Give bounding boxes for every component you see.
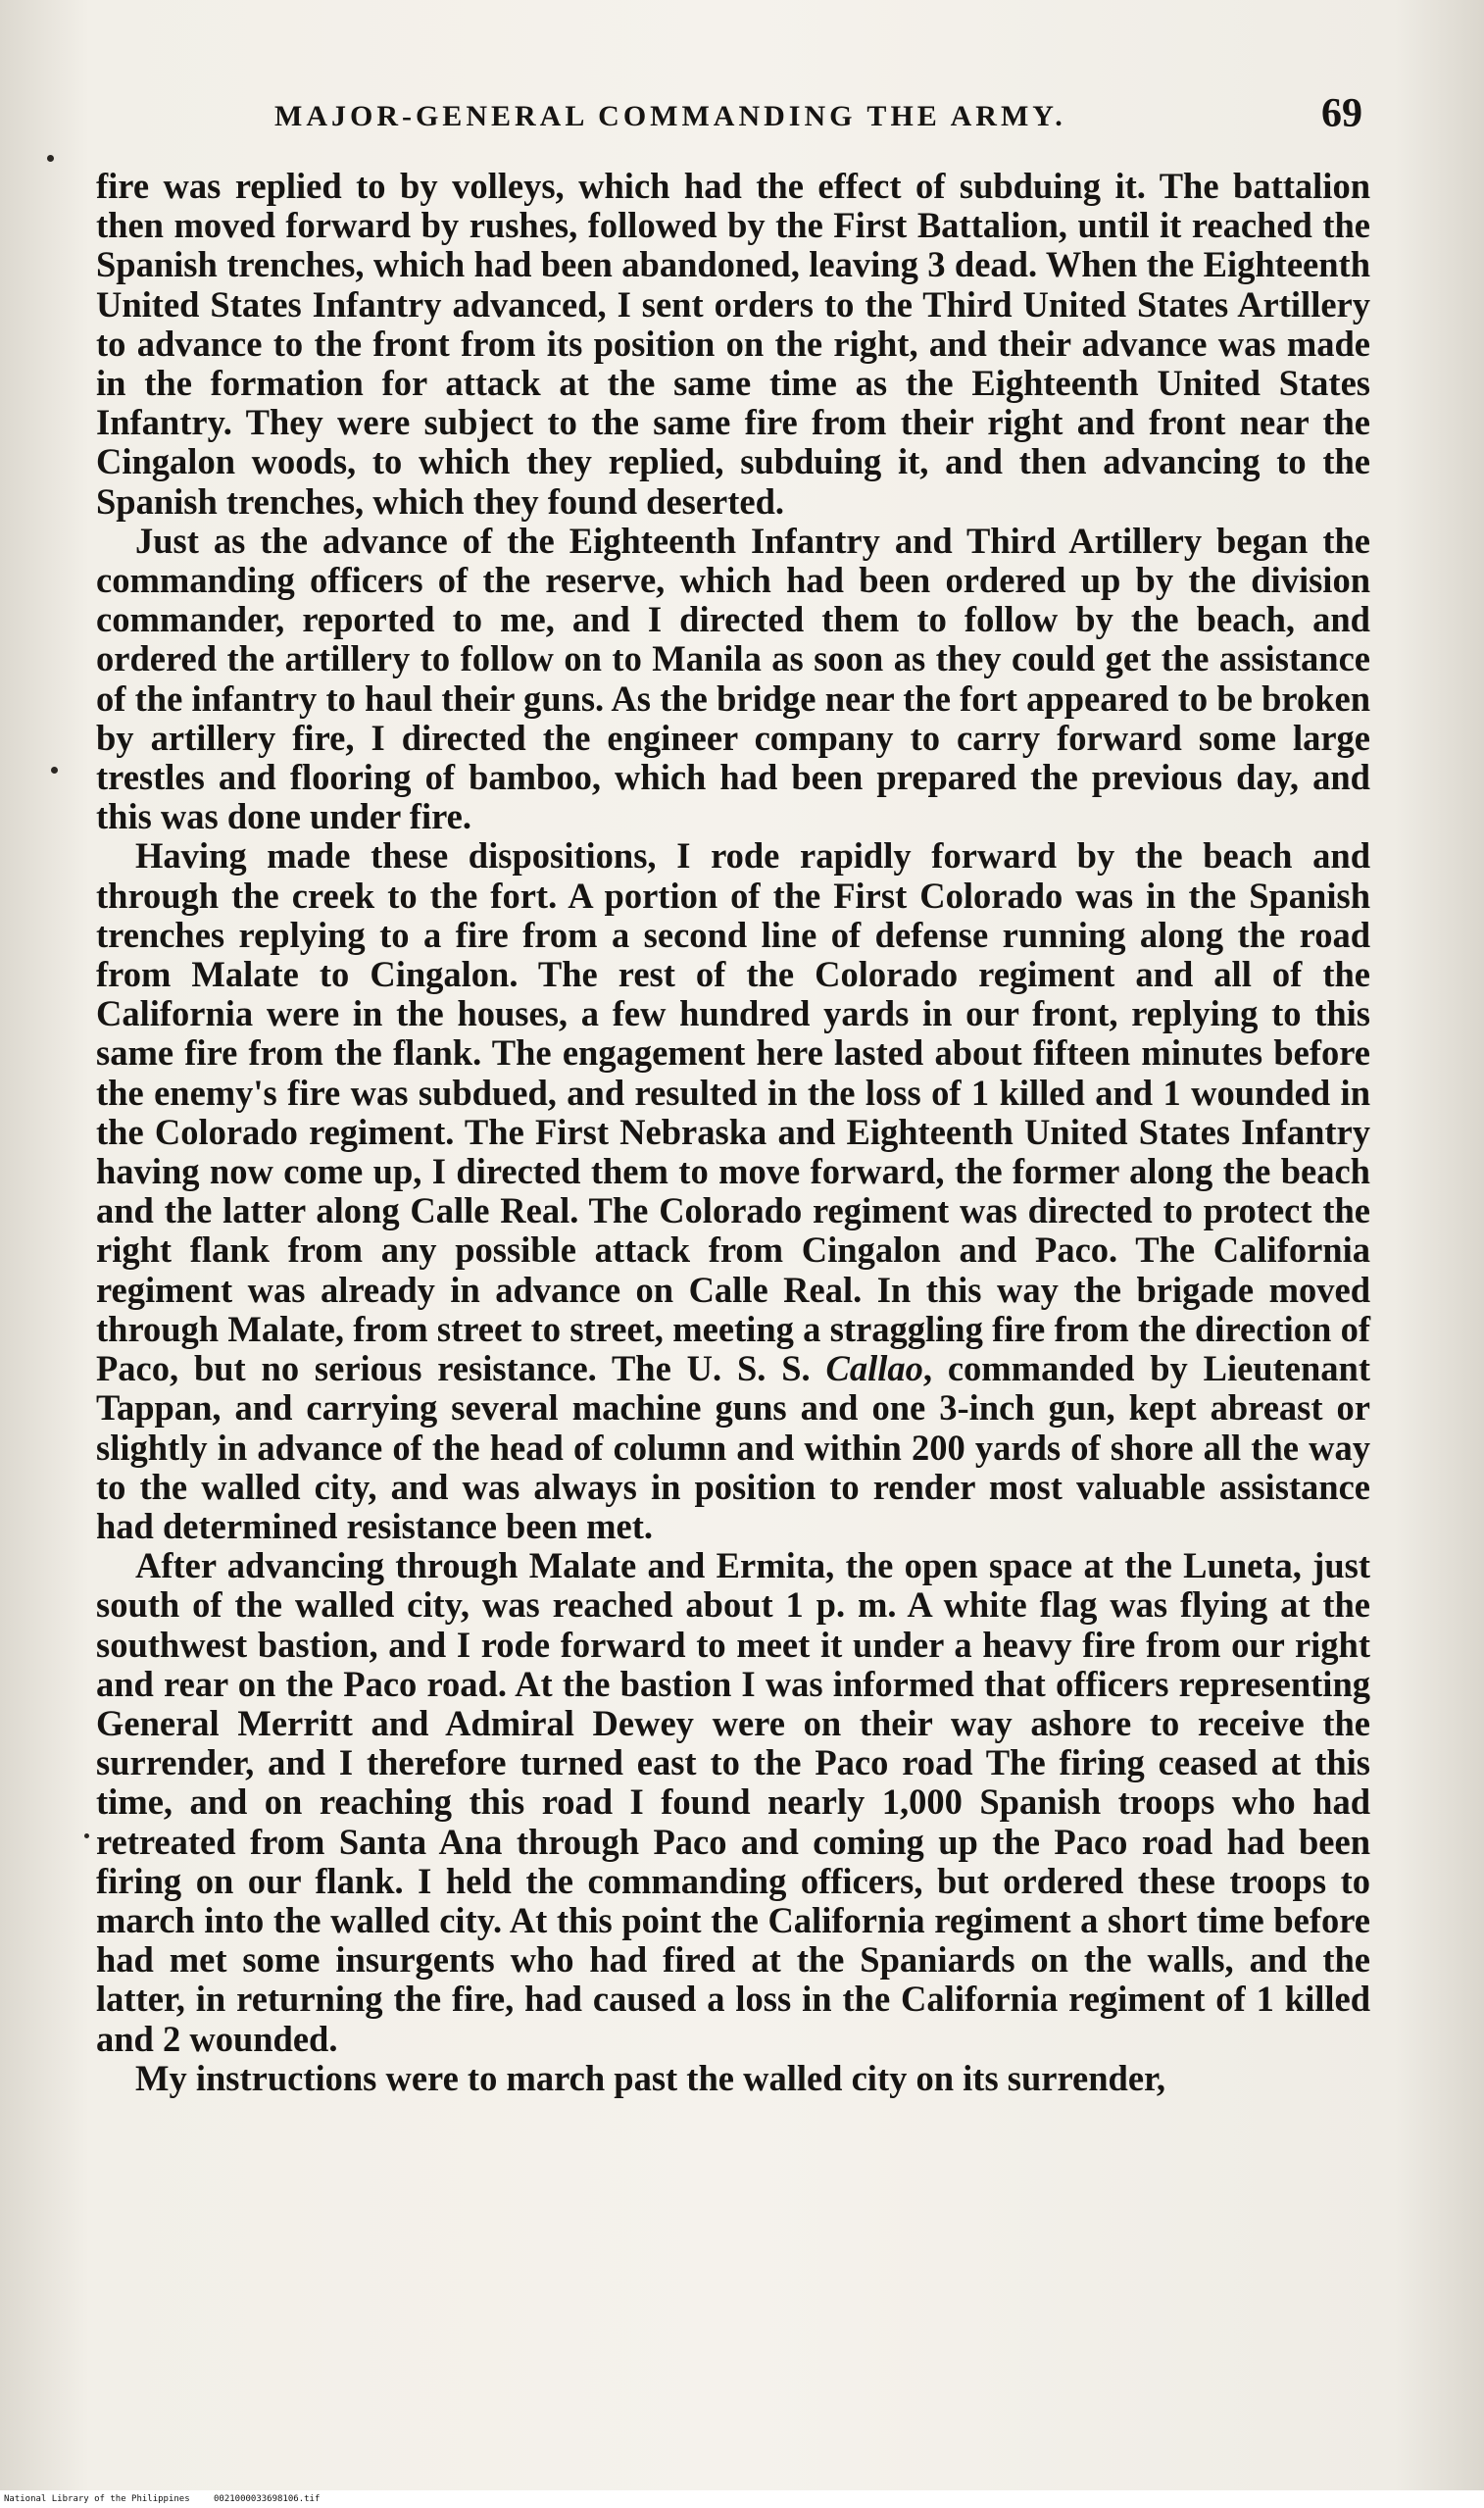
- running-header: [274, 90, 1362, 149]
- running-title: MAJOR-GENERAL COMMANDING THE ARMY.: [274, 100, 1066, 132]
- paragraph: My instructions were to march past the walled city on its surrender,: [135, 2057, 1165, 2098]
- scan-speck: [51, 767, 58, 774]
- scan-speck: [84, 1833, 89, 1838]
- paragraph: Just as the advance of the Eighteenth Infantry and Third Artillery began the commanding officers of the reserve, which had been ordered up by the division commander, reported to me, and I directed them to follow by the beach, and ordered the artillery to follow on to Manila as soon as they could get the assistance of the infantry to haul their guns. As the bridge near the fort appeared to be broken by artillery fire, I directed the engineer company to carry forward some large trestles and flooring of bamboo, which had been prepared the previous day, and this was done under fire.: [96, 520, 1370, 837]
- body-text: [96, 167, 1370, 2098]
- paragraph: After advancing through Malate and Ermita, the open space at the Luneta, just south of the walled city, was reached about 1 p. m. A white flag was flying at the southwest bastion, and I rode forward to meet it under a heavy fire from our right and rear on the Paco road. At the bastion I was informed that officers representing General Merritt and Admiral Dewey were on their way ashore to receive the surrender, and I therefore turned east to the Paco road The firing ceased at this time, and on reaching this road I found nearly 1,000 Spanish troops who had retreated from Santa Ana through Paco and coming up the Paco road had been firing on our flank. I held the commanding officers, but ordered these troops to march into the walled city. At this point the California regiment a short time before had met some insurgents who had fired at the Spaniards on the walls, and the latter, in returning the fire, had caused a loss in the California regiment of 1 killed and 2 wounded.: [96, 1545, 1370, 2059]
- scan-footer: [0, 2490, 1484, 2508]
- footer-file: 0021000033698106.tif: [214, 2494, 321, 2504]
- page-number: 69: [1321, 91, 1362, 136]
- paragraph: Having made these dispositions, I rode rapidly forward by the beach and through the creek to the fort. A portion of the First Colorado was in the Spanish trenches replying to a fire from a second line of defense running along the road from Malate to Cingalon. The rest of the Colorado regiment and all of the California were in the houses, a few hundred yards in our front, replying to this same fire from the flank. The engagement here lasted about fifteen minutes before the enemy's fire was subdued, and resulted in the loss of 1 killed and 1 wounded in the Colorado regiment. The First Nebraska and Eighteenth United States Infantry having now come up, I directed them to move forward, the former along the beach and the latter along Calle Real. The Colorado regiment was directed to protect the right flank from any possible attack from Cingalon and Paco. The California regiment was already in advance on Calle Real. In this way the brigade moved through Malate, from street to street, meeting a straggling fire from the direction of Paco, but no serious resistance. The U. S. S. Callao, commanded by Lieutenant Tappan, and carrying several machine guns and one 3-inch gun, kept abreast or slightly in advance of the head of column and within 200 yards of shore all the way to the walled city, and was always in position to render most valuable assistance had determined resistance been met.: [96, 835, 1370, 1546]
- paragraph: fire was replied to by volleys, which had the effect of subduing it. The battalion then moved forward by rushes, followed by the First Battalion, until it reached the Spanish trenches, which had been abandoned, leaving 3 dead. When the Eighteenth United States Infantry advanced, I sent orders to the Third United States Artillery to advance to the front from its position on the right, and their advance was made in the formation for attack at the same time as the Eighteenth United States Infantry. They were subject to the same fire from their right and front near the Cingalon woods, to which they replied, subduing it, and then advancing to the Spanish trenches, which they found deserted.: [96, 166, 1370, 522]
- scan-speck: [47, 155, 54, 162]
- footer-library: National Library of the Philippines: [4, 2494, 190, 2504]
- ship-name: Callao: [825, 1348, 923, 1389]
